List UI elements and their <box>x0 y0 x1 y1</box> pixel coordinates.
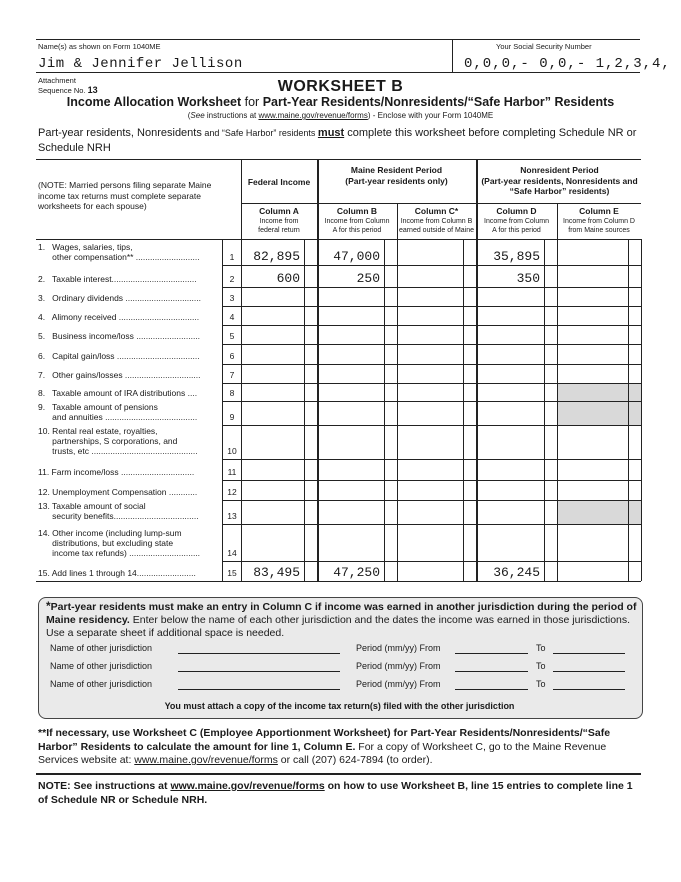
name-field[interactable]: Jim & Jennifer Jellison <box>38 56 243 72</box>
line-number: 4 <box>229 312 235 322</box>
line-7-label: 7. Other gains/losses ................................ <box>38 370 201 380</box>
period-from-input[interactable] <box>455 653 528 654</box>
period-to-label: To <box>536 661 546 671</box>
line-13-label: 13. Taxable amount of social security benefits.................................... <box>38 501 199 521</box>
period-from-input[interactable] <box>455 671 528 672</box>
line-8-label: 8. Taxable amount of IRA distributions .... <box>38 388 198 398</box>
period-to-label: To <box>536 679 546 689</box>
worksheet-subtitle: Income Allocation Worksheet for Part-Year Residents/Nonresidents/“Safe Harbor” Residents <box>66 95 615 109</box>
ssn-field[interactable]: 0,0,0,- 0,0,- 1,2,3,4, <box>464 56 671 72</box>
attachment-label: Attachment <box>38 76 76 85</box>
line-number: 15 <box>227 568 237 578</box>
period-to-label: To <box>536 643 546 653</box>
jurisdiction-name-label: Name of other jurisdiction <box>50 643 153 653</box>
line-number: 1 <box>229 252 235 262</box>
line-15-label: 15. Add lines 1 through 14......................... <box>38 568 196 578</box>
line-15-column-a-input[interactable]: 83,495 <box>253 565 300 580</box>
instructions-line: (See instructions at www.maine.gov/revenue/forms) - Enclose with your Form 1040ME <box>187 111 494 120</box>
line-15-column-d-input[interactable]: 36,245 <box>493 565 540 580</box>
line-4-label: 4. Alimony received .................................. <box>38 312 200 322</box>
period-from-label: Period (mm/yy) From <box>356 643 441 653</box>
federal-income-header: Federal Income <box>247 177 311 187</box>
line-number: 2 <box>229 274 235 284</box>
married-note: (NOTE: Married persons filing separate Maine income tax returns must complete separate worksheets for each spouse) <box>38 180 212 211</box>
line-2-column-b-input[interactable]: 250 <box>356 271 380 286</box>
instructions-link[interactable]: www.maine.gov/revenue/forms <box>258 111 368 120</box>
jurisdiction-instructions: *Part-year residents must make an entry in Column C if income was earned in another jurisdiction during the period of Maine residency. Enter below the name of each other jurisdiction and the dates the income was earned in those jurisdictions. Use a separate sheet if additional space is needed. <box>46 599 637 639</box>
jurisdiction-name-label: Name of other jurisdiction <box>50 679 153 689</box>
jurisdiction-name-input[interactable] <box>178 653 340 654</box>
worksheet-c-note: **If necessary, use Worksheet C (Employee Apportionment Worksheet) for Part-Year Residents/Nonresidents/“Safe Harbor” Residents to calculate the amount for line 1, Column E. For a copy of Worksheet C, go to the Maine Revenue Services website at: www.maine.gov/revenue/forms or call (207) 624-7894 (to order). <box>38 727 611 766</box>
line-number: 6 <box>229 351 235 361</box>
line-number: 9 <box>229 412 235 422</box>
line-3-label: 3. Ordinary dividends ................................ <box>38 293 201 303</box>
line-number: 13 <box>227 511 237 521</box>
worksheet-title: WORKSHEET B <box>277 78 404 95</box>
line-1-label: 1. Wages, salaries, tips, other compensation** ........................... <box>38 242 200 262</box>
line-1-column-b-input[interactable]: 47,000 <box>333 249 380 264</box>
line-5-label: 5. Business income/loss ........................... <box>38 331 201 341</box>
column-d-header: Column D Income from Column A for this period <box>484 206 549 234</box>
line-number: 12 <box>227 487 237 497</box>
line-9-label: 9. Taxable amount of pensions and annuities ....................................... <box>38 402 198 422</box>
line-number: 7 <box>229 370 235 380</box>
ssn-label: Your Social Security Number <box>496 42 592 51</box>
final-note: NOTE: See instructions at www.maine.gov/revenue/forms on how to use Worksheet B, line 15 entries to complete line 1 of Schedule NR or Schedule NRH. <box>38 780 633 806</box>
line-11-label: 11. Farm income/loss ............................... <box>38 467 195 477</box>
line-10-label: 10. Rental real estate, royalties, partnerships, S corporations, and trusts, etc ............................................. <box>38 426 198 456</box>
final-note-link[interactable]: www.maine.gov/revenue/forms <box>170 780 325 792</box>
column-b-header: Column B Income from Column A for this period <box>324 206 390 234</box>
line-number: 11 <box>227 467 237 477</box>
column-c-header: Column C* Income from Column B earned outside of Maine <box>398 206 475 234</box>
name-label: Name(s) as shown on Form 1040ME <box>38 42 161 51</box>
line-number: 3 <box>229 293 235 303</box>
line-number: 8 <box>229 388 235 398</box>
intro-text: Part-year residents, Nonresidents and “Safe Harbor” residents must complete this worksheet before completing Schedule NR or Schedule NRH <box>38 127 637 154</box>
line-1-column-d-input[interactable]: 35,895 <box>493 249 540 264</box>
line-12-label: 12. Unemployment Compensation ............ <box>38 487 198 497</box>
line-15-column-b-input[interactable]: 47,250 <box>333 565 380 580</box>
nonresident-period-header: Nonresident Period (Part-year residents, Nonresidents and “Safe Harbor” residents) <box>481 165 638 196</box>
line-2-column-a-input[interactable]: 600 <box>276 271 300 286</box>
line-1-column-a-input[interactable]: 82,895 <box>253 249 300 264</box>
period-to-input[interactable] <box>553 689 625 690</box>
attach-note: You must attach a copy of the income tax return(s) filed with the other jurisdiction <box>164 701 515 711</box>
period-from-label: Period (mm/yy) From <box>356 679 441 689</box>
line-14-label: 14. Other income (including lump-sum distributions, but excluding state income tax refunds) .............................. <box>38 528 201 558</box>
column-e-header: Column E Income from Column D from Maine sources <box>563 206 635 234</box>
line-number: 10 <box>227 446 237 456</box>
period-from-input[interactable] <box>455 689 528 690</box>
jurisdiction-name-input[interactable] <box>178 671 340 672</box>
period-from-label: Period (mm/yy) From <box>356 661 441 671</box>
jurisdiction-name-input[interactable] <box>178 689 340 690</box>
line-2-label: 2. Taxable interest.................................... <box>38 274 197 284</box>
sequence-label: Sequence No. 13 <box>38 85 98 95</box>
line-number: 14 <box>227 548 237 558</box>
line-number: 5 <box>229 331 235 341</box>
worksheet-c-link[interactable]: www.maine.gov/revenue/forms <box>134 754 278 766</box>
column-a-header: Column A Income from federal return <box>258 206 300 234</box>
jurisdiction-name-label: Name of other jurisdiction <box>50 661 153 671</box>
line-2-column-d-input[interactable]: 350 <box>516 271 540 286</box>
maine-period-header: Maine Resident Period (Part-year residents only) <box>345 165 448 186</box>
period-to-input[interactable] <box>553 671 625 672</box>
period-to-input[interactable] <box>553 653 625 654</box>
line-6-label: 6. Capital gain/loss ................................... <box>38 351 200 361</box>
